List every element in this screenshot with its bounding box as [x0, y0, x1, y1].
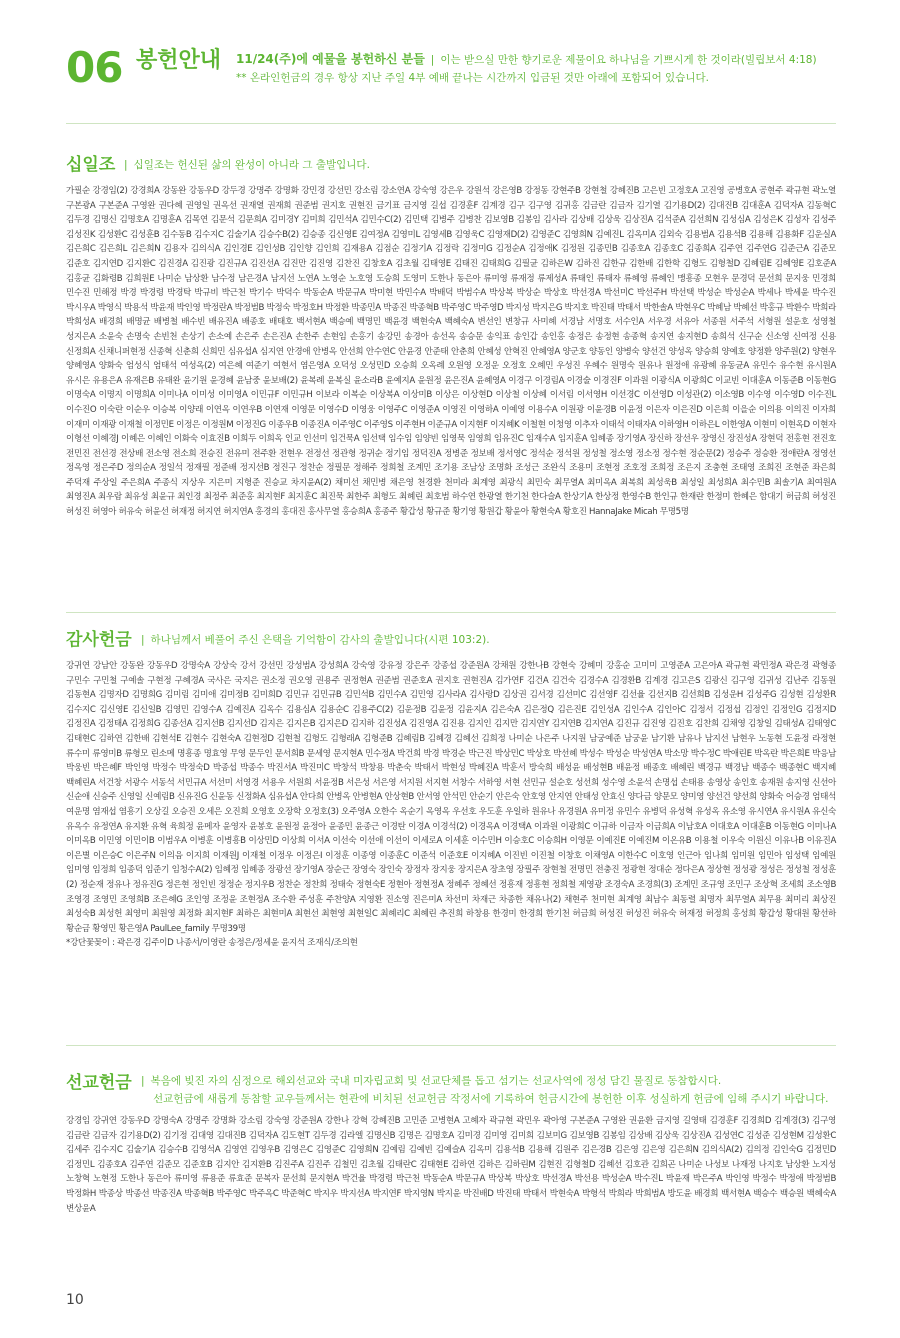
thanks-title: 감사헌금: [66, 630, 132, 650]
divider: [66, 123, 836, 124]
thanks-names: 강귀연 강남안 강동완 강동우D 강명숙A 강상숙 강서 강선민 강성범A 강성희A 강숙영 강유정 강은주 강종섭 강준원A 강채원 강한나B 강현숙 강혜미 강홍순 고미미 고영준A 고은아A 곽규현 곽민정A 곽은경 곽형종 구민수 구민철 구예솔 구현정 구혜경A 국사은 국지은 권소정 권오영 권용주 권정현A 권준범 권준호A 권지호 권현진A 김가연F 김건A 김건숙 김경수A 김경환B 김계경 김고은S 김광신 김구영 김귀성 김난주 김동원 김동현A 김명자D 김명희G 김미림 김미애 김미정B 김미희D 김민규 김민규B 김민석B 김민수A 김민영 김사라A 김사랑D 김상권 김서경 김선미C 김선영F 김선율 김선지B 김선희B 김성운H 김성주G 김성현 김성환R 김수지C 김신영E 김신일B 김영민 김영수A 김예진A 김옥수 김용심A 김용순C 김용주C(2) 김운정B 김윤정 김윤지A 김은숙A 김은정Q 김은진E 김인성A 김인수A 김인아C 김정서 김정섭 김정인 김정인G 김정지D 김정진A 김정태A 김정희G 김종선A 김지선B 김지선D 김지은 김지은B 김지은D 김지하 김진성A 김진영A 김진용 김지인 김지만 김지연Y 김지연B 김지연A 김진규 김진영 김진호 김찬희 김채영 김창일 김태성A 김태영C 김태현C 김하연 김한배 김현석E 김현수 김현숙A 김현정D 김현철 김형도 김형래A 김형준B 김혜림B 김혜경 김혜선 김희정 나미순 나은주 나지원 남궁예준 남궁윤 남기환 남유나 남지선 남현우 노동현 도윤정 라정현 류수미 류영미B 류형모 린소메 명흥종 명효영 무영 문두인 문서희B 문세영 문지현A 민수정A 박건희 박경 박경순 박근진 박상민C 박상호 박선혜 박성수 박성순 박성연A 박소망 박수정C 박애린E 박옥란 박은희E 박응남 박웅빈 박은혜F 박인영 박정수 박정숙D 박종섭 박종수 박진서A 박진미C 박창석 박창용 박춘숙 박태서 박현성 박혜진A 박훈서 방숙희 배성윤 배성현B 배윤정 배종호 배혜린 백경규 백경남 백종수 백종현C 백지혜 백혜린A 서건창 서광수 서동석 서민규A 서선미 서영경 서용우 서원희 서윤정B 서은성 서은영 서지원 서지현 서창수 서하영 서현 선민규 설순호 성선희 성수영 소윤석 손명섭 손태용 송영상 송인호 송재원 송지영 신선아 신순애 신승주 신영일 신예림B 신유진G 신윤동 신정화A 심유섭A 안다희 안병옥 안병현A 안상현B 안서영 안석민 안순기 안은숙 안호영 안지연 안태성 안효신 양다금 양문모 양미영 양선건 양선희 양화숙 어승경 엄태석 여운명 염재섭 염흥기 오상길 오승진 오세은 오진희 오영호 오장학 오정호(3) 오주영A 오한수 옥순기 옥영옥 우선호 우도훈 우일하 원유나 유경원A 유미정 유민수 유병덕 유성혁 유성옥 유소영 유시연A 유시원A 유신숙 유옥수 유정연A 유지환 유혁 육희정 윤메자 윤영자 윤봉호 윤원정 윤정아 윤종민 윤종근 이경탄 이경A 이경석(2) 이경옥A 이경택A 이과원 이광희C 이규하 이금자 이금희A 이남호A 이대호A 이대훈B 이동현G 이미나A 이미옥B 이민영 이민이B 이범우A 이병훈 이병흥B 이상민D 이상희 이서A 이선숙 이선애 이선이 이세로A 이세훈 이수민H 이승호C 이승희H 이영문 이예진E 이예진M 이온유B 이용철 이우숙 이원신 이유나B 이유진A 이은별 이은승C 이은주N 이의음 이지희 이재원J 이재철 이정우 이정은I 이정훈 이종영 이종훈C 이준석 이준호E 이지혜A 이진빈 이진철 이창호 이채영A 이한수C 이호영 인근아 임나희 임미원 임민아 임성택 임예원 임미영 임정희 임종덕 임준기 임청수A(2) 임혜정 임혜종 장광선 장기영A 장순근 장영숙 장인숙 장정자 장지웅 장지은A 장초영 장필주 장현철 전명민 전충진 정광현 정대순 정다은A 정상현 정성광 정성은 정성철 정성훈(2) 정순재 정유나 정유진G 정은현 정인빈 정정순 정지우B 정찬순 정찬희 정태숙 정현숙E 정현아 정현정A 정혜주 정혜선 정흥재 정흥현 정희철 제영광 조경숙A 조경희(3) 조계민 조규영 조민구 조상혁 조세희 조소영B 조영경 조영민 조영희B 조은혜G 조인영 조정윤 조현정A 조수환 주성훈 주찬양A 지영환 진소영 진은미A 차선미 차재근 차종한 채유나(2) 채현주 천미현 최계영 최남수 최동렬 최명자 최무열A 최무용 최미리 최상진 최성숙B 최성헌 최영미 최원영 최정화 최지현F 최하은 최현미A 최현선 최현영 최현일C 최혜리C 최혜린 추진희 하창용 한경미 한경희 한기천 허금희 허성진 허성진 허유숙 허재정 허정희 홍성희 황갑성 황대원 황선하 황순금 황영민 황은영A PaulLee_family 무명39명: [66, 661, 836, 934]
tithe-title: 십일조: [66, 155, 116, 175]
mission-subtitle: [141, 1072, 828, 1108]
mission-title: 선교헌금: [66, 1073, 132, 1093]
page-number: 10: [66, 1292, 84, 1308]
offering-date-title: 11/24(주)에 예물을 봉헌하신 분들: [236, 52, 425, 66]
section-title: 봉헌안내: [136, 48, 222, 73]
separator-bar: |: [430, 54, 435, 66]
tithe-heading: [66, 150, 836, 184]
divider: [66, 1045, 836, 1046]
header-line-1: [236, 50, 846, 69]
tithe-names: 가필순 강경임(2) 강경희A 강동완 강동우D 강두경 강명주 강명화 강민경 강선민 강소림 강소연A 강숙영 강은우 강원석 강은영B 강정동 강현주B 강현철 강혜진B 고은빈 고정호A 고진영 공병호A 공현주 곽규현 곽노열 구본광A 구본준A 구영완 권다혜 권영일 권옥선 권재열 권재희 권준범 권지호 권현진 금기표 금지영 길섭 김경훈F 김계경 김구 김구영 김귀홍 김금란 김금자 김기열 김기용D(2) 김대진B 김대훈A 김덕자A 김동혁C 김두경 김명신 김명호A 김명훈A 김목연 김문석 김문희A 김미경Y 김미희 김민석A 김민수C(2) 김민택 김병주 김병찬 김보영B 김봉임 김사라 김상배 김상욱 김상진A 김석준A 김선희N 김성심A 김성은K 김성자 김성주 김성진K 김성환C 김성훈B 김수동B 김수지C 김술기A 김승수B(2) 김승종 김신영E 김여정A 김영미L 김영세B 김영욱C 김영재D(2) 김영준C 김영희N 김예진L 김옥미A 김외숙 김용범A 김용석B 김용해 김용화F 김운실A 김은희C 김은희L 김은희N 김용자 김의식A 김인경E 김인성B 김인향 김인희 김재용A 김점순 김정기A 김정락 김정미G 김정순A 김정애K 김정원 김종민B 김종호A 김종호C 김종희A 김주연 김주연G 김준근A 김준모 김준호 김지연D 김지환C 김진경A 김진광 김진규A 김진선A 김진만 김진영 김찬진 김창호A 김초월 김태영E 김태진 김태희G 김필균 김하은W 김하진 김한규 김한배 김한학 김형도 김형철D 김혜림E 김혜영E 김호준A 김홍균 김화령B 김희원E 나미순 남상환 남수정 남은경A 남지선 노연A 노영순 노호영 도승희 도영미 도한나 동은아 류미영 류재정 류제성A 류태인 류태자 류혜영 류혜인 맹흥종 모현우 문경덕 문선희 문지웅 민경희 민수진 민해정 박경 박경령 박경탁 박규비 박근천 박기수 박덕수 박동순A 박문규A 박미현 박민수A 박배덕 박범수A 박상복 박상순 박상호 박선경A 박선미C 박선주H 박선택 박성순 박성순A 박세나 박세윤 박수진 박시우A 박영식 박용석 박윤재 박인영 박정란A 박정범B 박정숙 박정호H 박정환 박종민A 박종진 박종혁B 박주영C 박주영D 박지성 박지은G 박지호 박진태 박태서 박한솔A 박현우C 박혜남 박혜선 박홍규 박환수 박희라 박희성A 배경희 배명균 배병철 배수빈 배유진A 배종호 배태호 백서현A 백승예 백명민 백윤경 백현숙A 백혜숙A 변선인 변창규 사미혜 서경남 서명호 서수인A 서우경 서유아 서종원 서주석 서형원 설운호 성영철 성지은A 소윤숙 손명숙 손빈천 손상기 손소예 손은주 손은진A 손한주 손현임 손홍기 송강민 송경아 송선옥 송승문 송익표 송인갑 송인홍 송정은 송정현 송종혁 송지연 송지현D 송희석 신구순 신소영 신여정 신용 신정희A 신채니퍼현정 신종혁 신춘희 신희민 심유섭A 심지연 안경애 안병옥 안선희 안수연C 안윤경 안준태 안춘희 안혜성 안혁진 안혜영A 양군호 양동인 양병숙 양선건 양성옥 양승희 양예호 양정환 양주원(2) 양현우 양혜영A 양화숙 엄성식 엄태석 여성옥(2) 여은혜 여준기 여현서 염은영A 오덕성 오성민D 오승희 오옥례 오원영 오정운 오정호 오혜민 우성진 우혜수 원명숙 원유나 원정애 유광혜 유동균A 유민수 유수현 유시원A 유시은 유용은A 유재은B 유태완 윤기원 윤경혜 윤남중 윤보배(2) 윤복례 윤복실 윤소라B 윤예지A 윤원정 윤은진A 윤혜영A 이경구 이경림A 이경술 이경진F 이과원 이광식A 이광희C 이교빈 이대훈A 이동준B 이동현G 이명숙A 이명지 이명희A 이미나A 이미성 이미영A 이민규F 이민규H 이보라 이복순 이상복A 이상미B 이상은 이상현D 이상철 이상혜 이서림 이서영H 이선경C 이선영D 이성관(2) 이소영B 이수영 이수영D 이수진L 이수진O 이숙란 이순우 이승복 이양래 이연옥 이연우B 이연재 이영문 이영수D 이영웅 이영주C 이영준A 이영진 이영하A 이예영 이용수A 이원광 이윤경B 이윤정 이은자 이은진D 이은희 이을순 이의용 이의진 이자희 이재미 이재광 이재철 이정민E 이정은 이정원M 이정진G 이종우B 이종진A 이주영C 이주영S 이주현H 이준규A 이지현F 이지혜K 이철현 이청영 이추자 이태석 이태자A 이하영H 이하은L 이한영A 이현미 이현옥D 이현자 이형선 이혜경J 이혜은 이혜인 이화숙 이효진B 이희두 이희옥 인교 인선미 임건묵A 임선택 임수임 임양빈 임영묵 임영희 임유진C 임재수A 임지훈A 임혜종 장기영A 장신하 장선우 장영신 장진성A 장현덕 전홍현 전진호 전민진 전선경 전상배 전소영 전소희 전승진 전유미 전주환 전현우 전정선 정관형 정귀순 정기임 정덕진A 정병준 정보배 정서영C 정석순 정석원 정성철 정소영 정소정 정수현 정순문(2) 정승주 정승환 정애란A 정영선 정옥영 정은주D 정의순A 정일석 정재필 정준배 정지선B 정진구 정찬순 정필문 정해주 정희철 조계민 조기용 조남상 조명화 조성근 조완식 조용미 조현정 조호정 조희정 조은지 조충현 조태영 조희진 조현준 좌은희 주덕재 주상일 주은희A 주종식 지상우 지은미 지형준 진승교 차지윤A(2) 채미선 채민병 채은영 천경환 천미라 최계영 최광식 최민숙 최무열A 최미옥A 최복희 최성욱B 최성일 최성희A 최수민B 최솔기A 최여원A 최영진A 최우람 최유성 최윤규 최인경 최정주 최준홍 최지현F 최지훈C 최진묵 최한주 최형도 최혜린 최호범 하수연 한광열 한기천 한다슬A 한상기A 한상정 한영수B 한인규 한재란 한정미 한혜은 함대기 허금희 허성진 허성진 허영아 허유숙 허윤선 허재정 허지연 허지연A 홍경의 홍대진 홍사무열 홍승희A 홍종주 황갑성 황규준 황기영 황원갑 황윤아 황현숙A 황호진 HannaJake Micah 무명5명: [66, 186, 836, 518]
thanks-heading: [66, 625, 836, 659]
section-number: 06: [66, 43, 123, 92]
scripture-quote: 이는 받으실 만한 향기로운 제물이요 하나님을 기쁘시게 한 것이라(빌립보서 4:18): [440, 54, 817, 66]
separator-bar: |: [124, 159, 128, 171]
thanks-section: [66, 625, 836, 951]
separator-bar: |: [141, 1075, 145, 1087]
tithe-section: [66, 150, 836, 520]
mission-names: 강경임 강귀연 강동우D 강명숙A 강명주 강명화 강소림 강숙영 강준원A 강한나 강혁 강혜진B 고민준 고병현A 고혜자 곽규현 곽민우 곽아영 구본준A 구영완 권윤환 금지영 길영태 김경훈F 김경희D 김계경(3) 김구영 김금란 김금자 김기용D(2) 김기정 김대영 김대진B 김덕자A 김도현T 김두경 김라엘 김명신B 김명은 김명호A 김미경 김미영 김미희 김보미G 김보영B 김봉임 김상배 김상욱 김상진A 김성연C 김성준 김성현M 김성환C 김세주 김수지C 김술기A 김승수B 김영석A 김영연 김영우B 김영은C 김영준C 김영희N 김예림 김예빈 김예슬A 김옥미 김용석B 김용해 김원주 김은경B 김은영 김은영 김은희N 김의식A(2) 김의정 김인숙G 김정민D 김정민L 김종호A 김주연 김준모 김준호B 김지안 김지환B 김진주A 김진주 김철민 김초월 김태란C 김태현E 김하연 김하은 김하린M 김현진 김형철D 김혜선 김호관 김희곤 나미순 나성보 나재정 나지호 남상환 노지성 노창혁 노현정 도한나 동은아 류미영 류용준 류효준 문복자 문선희 문지현A 박건율 박경령 박근천 박동순A 박문규A 박상복 박상호 박선경A 박선용 박성순A 박수진L 박윤재 박은주A 박인영 박정수 박정애 박정범B 박정화H 박종상 박종선 박종진A 박종혁B 박주영C 박주옥C 박준혁C 박지우 박지선A 박지연F 박지영N 박지윤 박진배D 박진태 박태서 박현숙A 박형석 박희라 박희범A 방도윤 배경희 백서현A 백승수 백승원 백혜숙A 변상윤A: [66, 1116, 836, 1214]
mission-subtitle-line-1: 복음에 빚진 자의 심정으로 해외선교와 국내 미자립교회 및 선교단체를 돕고 섬기는 선교사역에 정성 담긴 물질로 동참합시다.: [150, 1075, 722, 1087]
divider: [66, 612, 836, 613]
mission-subtitle-line-2: 선교헌금에 새롭게 동참할 교우들께서는 현관에 비치된 선교헌금 작정서에 기록하여 헌금시간에 봉헌한 이후 성실하게 헌금에 임해 주시기 바랍니다.: [153, 1093, 829, 1105]
tithe-subtitle: [124, 156, 370, 174]
header-text: [236, 50, 846, 87]
tithe-subtitle-text: 십일조는 헌신된 삶의 완성이 아니라 그 출발입니다.: [133, 159, 370, 171]
flower-arrangement-note: *강단꽃꽂이 : 곽은경 김주이D 나종서/이영란 송정은/정세윤 윤지석 조재식/조의현: [66, 938, 358, 949]
offering-header: [66, 38, 836, 118]
thanks-subtitle-text: 하나님께서 베풀어 주신 은택을 기억함이 감사의 출발입니다(시편 103:2).: [150, 634, 490, 646]
separator-bar: |: [141, 634, 145, 646]
online-offering-note: ** 온라인헌금의 경우 항상 지난 주일 4부 예배 끝나는 시간까지 입금된 것만 아래에 포함되어 있습니다.: [236, 72, 709, 84]
mission-section: [66, 1068, 836, 1216]
mission-heading: [66, 1068, 836, 1114]
thanks-subtitle: [141, 631, 490, 649]
